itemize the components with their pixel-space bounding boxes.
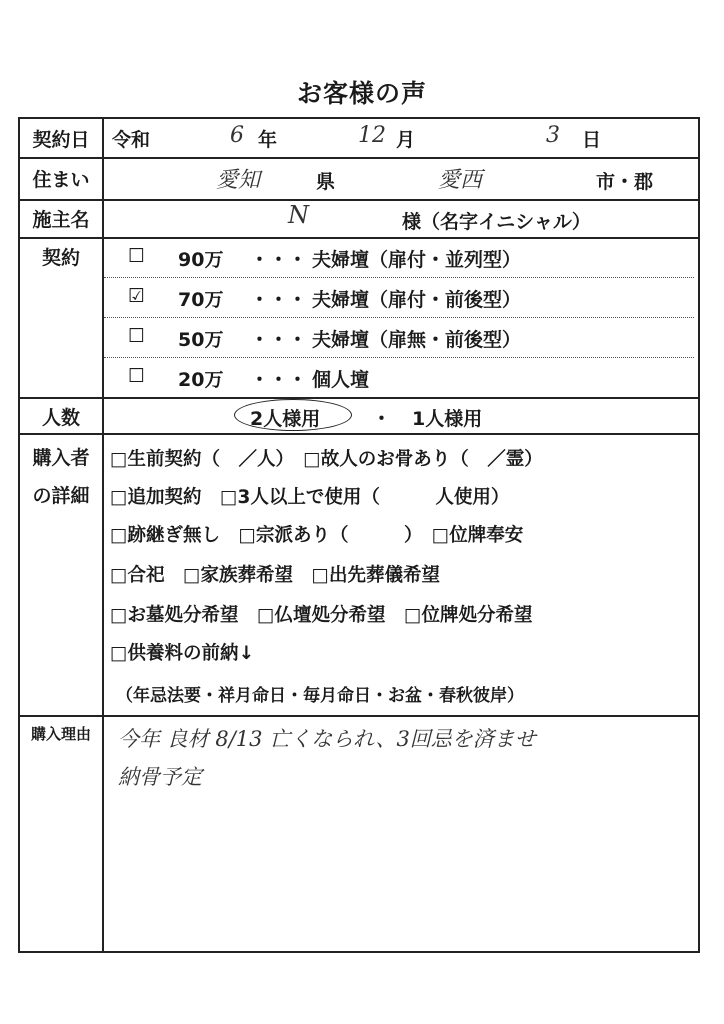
row-divider: [20, 237, 698, 239]
form-title: お客様の声: [296, 79, 427, 108]
reason-handwritten-line2: 納骨予定: [118, 765, 202, 789]
contract-price: 90万: [178, 249, 224, 271]
prefecture-handwritten: 愛知: [216, 168, 261, 193]
contract-desc: 夫婦壇（扉無・前後型）: [312, 329, 522, 351]
checkbox-checked[interactable]: ☑: [128, 285, 146, 307]
details-line[interactable]: □合祀 □家族葬希望 □出先葬儀希望: [110, 565, 440, 586]
owner-initial-handwritten: N: [288, 201, 309, 229]
month-handwritten: 12: [358, 123, 386, 148]
dotted-divider: [104, 317, 694, 318]
day-unit: 日: [582, 129, 602, 151]
people-count-label: 人数: [41, 407, 80, 429]
contract-dots: ・・・: [250, 369, 308, 391]
people-option-one[interactable]: 1人様用: [412, 408, 483, 430]
year-handwritten: 6: [230, 123, 244, 148]
contract-dots: ・・・: [250, 329, 308, 351]
checkbox-empty[interactable]: ☐: [128, 245, 146, 267]
owner-suffix: 様（名字イニシャル）: [402, 211, 591, 233]
address-label: 住まい: [32, 169, 90, 191]
details-line[interactable]: □生前契約（ ／人） □故人のお骨あり（ ／霊）: [110, 449, 543, 470]
reason-handwritten-line1: 今年 良材 8/13 亡くなられ、3回忌を済ませ: [118, 727, 536, 751]
era-label: 令和: [112, 129, 151, 151]
contract-desc: 個人壇: [312, 369, 370, 391]
year-unit: 年: [258, 129, 278, 151]
checkbox-empty[interactable]: ☐: [128, 325, 146, 347]
details-line[interactable]: □供養料の前納↓: [110, 643, 254, 664]
row-divider: [20, 199, 698, 201]
row-divider: [20, 397, 698, 399]
row-divider: [20, 157, 698, 159]
row-divider: [20, 433, 698, 435]
people-option-two[interactable]: 2人様用: [250, 408, 321, 430]
contract-price: 70万: [178, 289, 224, 311]
details-line[interactable]: □跡継ぎ無し □宗派あり（ ） □位牌奉安: [110, 525, 524, 546]
contract-price: 50万: [178, 329, 224, 351]
customer-voice-form: [18, 117, 700, 953]
month-unit: 月: [396, 129, 416, 151]
details-line[interactable]: □お墓処分希望 □仏壇処分希望 □位牌処分希望: [110, 605, 533, 626]
contract-desc: 夫婦壇（扉付・前後型）: [312, 289, 522, 311]
city-handwritten: 愛西: [438, 168, 483, 193]
purchase-reason-label: 購入理由: [30, 725, 91, 743]
contract-dots: ・・・: [250, 249, 308, 271]
owner-name-label: 施主名: [32, 209, 90, 231]
contract-date-label: 契約日: [32, 129, 90, 151]
label-column-divider: [102, 119, 104, 951]
contract-desc: 夫婦壇（扉付・並列型）: [312, 249, 522, 271]
checkbox-empty[interactable]: ☐: [128, 365, 146, 387]
day-handwritten: 3: [546, 123, 560, 148]
details-label-line1: 購入者: [32, 447, 90, 469]
people-separator: ・: [372, 408, 392, 430]
prefecture-unit: 県: [316, 171, 336, 193]
details-line[interactable]: □追加契約 □3人以上で使用（ 人使用）: [110, 487, 510, 508]
row-divider: [20, 715, 698, 717]
dotted-divider: [104, 277, 694, 278]
contract-label: 契約: [41, 247, 80, 269]
contract-dots: ・・・: [250, 289, 308, 311]
contract-price: 20万: [178, 369, 224, 391]
details-note: （年忌法要・祥月命日・毎月命日・お盆・春秋彼岸）: [116, 686, 524, 706]
city-unit: 市・郡: [596, 171, 654, 193]
dotted-divider: [104, 357, 694, 358]
details-label-line2: の詳細: [32, 485, 90, 507]
